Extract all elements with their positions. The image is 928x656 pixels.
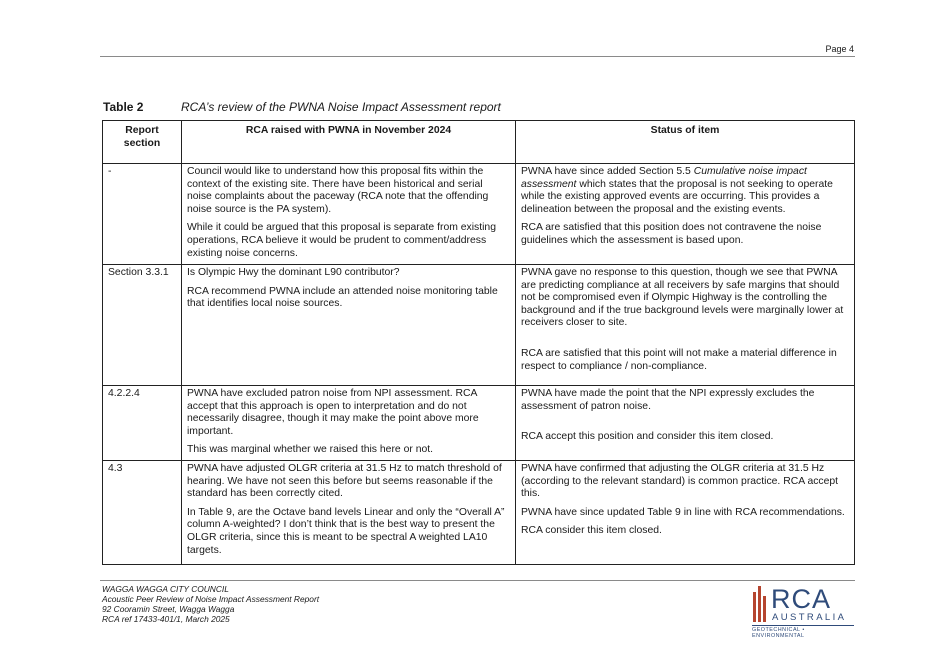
status-text: PWNA have since updated Table 9 in line with RCA recommendations. — [521, 506, 845, 518]
status-text-italic: Cumulative noise impact assessment — [521, 166, 807, 190]
status-text: RCA consider this item closed. — [521, 525, 662, 537]
page-number: Page 4 — [825, 44, 854, 54]
row-section: 4.2.2.4 — [103, 386, 182, 461]
table-caption — [103, 100, 501, 114]
footer-line: WAGGA WAGGA CITY COUNCIL — [102, 584, 229, 594]
status-text: RCA accept this position and consider this item closed. — [521, 431, 774, 443]
review-table — [102, 120, 855, 565]
row-raised — [182, 164, 516, 265]
table-row — [103, 164, 855, 265]
table-title: RCA’s review of the PWNA Noise Impact Assessment report — [181, 100, 501, 114]
header-rule — [100, 56, 855, 57]
row-status — [516, 164, 855, 265]
logo-tagline: GEOTECHNICAL • ENVIRONMENTAL — [752, 625, 854, 639]
logo-name: RCA — [771, 584, 832, 614]
footer — [102, 584, 319, 624]
raised-text: PWNA have adjusted OLGR criteria at 31.5 Hz to match threshold of hearing. We have not seen this before but seems reasonable if the standard has been correctly cited. — [187, 463, 502, 500]
header-raised: RCA raised with PWNA in November 2024 — [182, 121, 516, 164]
row-status — [516, 386, 855, 461]
raised-text: While it could be argued that this proposal is separate from existing operations, RCA believe it would be prudent to comment/address existing noise concerns. — [187, 222, 496, 259]
row-status — [516, 461, 855, 565]
row-raised — [182, 265, 516, 386]
status-text: PWNA have confirmed that adjusting the OLGR criteria at 31.5 Hz (according to the relevant standard) is common practice. RCA accept this. — [521, 463, 839, 500]
footer-rule — [100, 580, 855, 581]
raised-text: In Table 9, are the Octave band levels Linear and only the “Overall A” column A-weighted? I don’t think that is the best way to present the OLGR criteria, since this is meant to be spectral A weighted LA10 targets. — [187, 506, 505, 556]
status-text: RCA are satisfied that this position does not contravene the noise guidelines which the assessment is based upon. — [521, 222, 822, 246]
row-section: - — [103, 164, 182, 265]
logo-mark-icon — [752, 586, 770, 624]
raised-text: PWNA have excluded patron noise from NPI assessment. RCA accept that this approach is open to interpretation and do not necessarily disagree, though it may make the point above more important. — [187, 388, 479, 437]
table-row — [103, 386, 855, 461]
footer-line: Acoustic Peer Review of Noise Impact Assessment Report — [102, 594, 320, 604]
row-status — [516, 265, 855, 386]
status-text: RCA are satisfied that this point will not make a material difference in respect to compliance / non-compliance. — [521, 347, 837, 372]
status-text: PWNA have made the point that the NPI expressly excludes the assessment of patron noise. — [521, 388, 815, 412]
raised-text: This was marginal whether we raised this here or not. — [187, 444, 434, 456]
table-number: Table 2 — [103, 100, 144, 114]
status-text-rest: which states that the proposal is not seeking to operate while the existing approved events are occurring. This provides a delineation between the proposal and the existing events. — [521, 178, 833, 215]
raised-text: Is Olympic Hwy the dominant L90 contributor? — [187, 267, 400, 278]
raised-text: Council would like to understand how this proposal fits within the context of the existing site. There have been historical and serial noise complaints about the paceway (RCA note that the offending noise source is the PA system). — [187, 166, 489, 215]
row-section: Section 3.3.1 — [103, 265, 182, 386]
header-status: Status of item — [516, 121, 855, 164]
raised-text: RCA recommend PWNA include an attended noise monitoring table that identifies local noise sources. — [187, 285, 498, 310]
logo-country: AUSTRALIA — [772, 612, 847, 623]
status-text: PWNA gave no response to this question, though we see that PWNA are predicting compliance at all receivers by safe margins that should not be compromised even if Olympic Highway is the controlling the background and if the true background levels were marginally lower at receivers closer to site. — [521, 267, 844, 329]
footer-line: RCA ref 17433-401/1, March 2025 — [102, 614, 230, 624]
table-header-row — [103, 121, 855, 164]
row-section: 4.3 — [103, 461, 182, 565]
status-text-intro: PWNA have since added Section 5.5 — [521, 166, 694, 177]
rca-logo — [752, 584, 854, 639]
row-raised — [182, 386, 516, 461]
footer-line: 92 Cooramin Street, Wagga Wagga — [102, 604, 235, 614]
status-text — [521, 166, 849, 216]
table-row — [103, 461, 855, 565]
row-raised — [182, 461, 516, 565]
header-report-section: Report section — [103, 121, 182, 164]
table-row — [103, 265, 855, 386]
